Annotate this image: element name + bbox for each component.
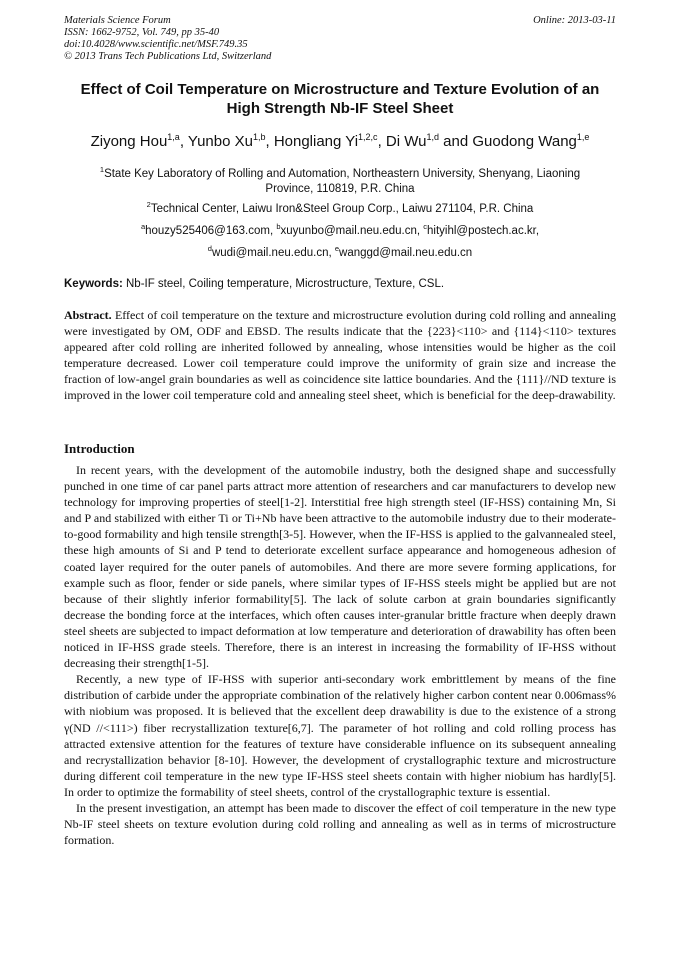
author-separator: , (179, 133, 188, 150)
email-address[interactable]: wanggd@mail.neu.edu.cn (339, 246, 473, 259)
keywords (64, 277, 616, 292)
affiliation-mark: 2 (146, 200, 151, 209)
paper-title: Effect of Coil Temperature on Microstructure and Texture Evolution of an High Strength Nb-IF Steel Sheet (80, 81, 600, 117)
email-address[interactable]: wudi@mail.neu.edu.cn (211, 246, 329, 259)
introduction-paragraph: In the present investigation, an attempt has been made to discover the effect of coil temperature in the new type Nb-IF steel sheets on texture evolution during cold rolling and annealing as well as in terms of microstructure formation. (64, 800, 616, 848)
email-separator: , (269, 224, 277, 237)
author-list (64, 127, 616, 152)
author-name: Yunbo Xu (187, 133, 253, 150)
email-address[interactable]: houzy525406@163.com (145, 224, 270, 237)
author-name: Hongliang Yi (273, 133, 359, 150)
doi-line: doi:10.4028/www.scientific.net/MSF.749.35 (64, 39, 248, 50)
journal-header (64, 15, 616, 63)
author-affiliation-mark: 1,a (167, 132, 180, 142)
email-mark: b (276, 222, 281, 231)
abstract-text: Effect of coil temperature on the texture and microstructure evolution during cold rolling and annealing were investigated by OM, ODF and EBSD. The results indicate that the {223}<110> and {114}<110> textures appeared after cold rolling are inherited followed by annealing, whose intensities would be higher as the coil temperature decreased. Lower coil temperature could improve the uniformity of grain size and increase the fraction of low-angel grain boundaries as well as coincidence site lattice boundaries. And the {111}//ND texture is improved in the lower coil temperature cold and annealing steel sheet, which is beneficial for the deep-drawability. (64, 308, 616, 403)
email-separator: , (328, 246, 335, 259)
introduction-paragraph: Recently, a new type of IF-HSS with superior anti-secondary work embrittlement by means of the fine distribution of carbide under the appropriate combination of the relatively higher carbon content near 0.006mass% with niobium was proposed. It is believed that the excellent deep drawability is due to the existence of a strong γ(ND //<111>) fiber recrystallization texture[6,7]. The parameter of hot rolling and cold rolling process has attracted extensive attention for the features of texture have considerable influence on its subsequent annealing and recrystallization behavior [8-10]. However, the development of crystallographic texture and microstructure during different coil temperature in the new type IF-HSS steel sheets contain with higher niobium has hardly[5]. In order to optimize the formability of steel sheets, control of the crystallographic texture is essential. (64, 672, 616, 799)
affiliation-text: Technical Center, Laiwu Iron&Steel Group Corp., Laiwu 271104, P.R. China (150, 202, 534, 215)
author-separator: , (265, 133, 274, 150)
author-name: Guodong Wang (472, 133, 577, 150)
keywords-text: Nb-IF steel, Coiling temperature, Microstructure, Texture, CSL. (122, 278, 445, 290)
issn-line: ISSN: 1662-9752, Vol. 749, pp 35-40 (64, 27, 220, 38)
copyright-line: © 2013 Trans Tech Publications Ltd, Switzerland (64, 51, 272, 62)
introduction-paragraph: In recent years, with the development of the automobile industry, both the designed shape and successfully punched in one time of car panel parts attract more attention of researchers and car manufacturers to develop new technology for improving properties of steel[1-2]. Interstitial free high strength steel (IF-HSS) containing Mn, Si and P and stabilized with either Ti or Ti+Nb have been attractive to the automobile industry due to their moderate-to-good formability and high tensile strength[3-5]. However, when the IF-HSS is applied to the galvannealed steel, these high amounts of Si and P tend to deteriorate excellent surface appearance and homogeneous adhesion of coated layer required for the outer panels of automobiles. And there are more severe forming applications, for example such as floor, fender or side panels, where similar types of IF-HSS steels might be applied but are not because of their slightly inferior formability[5]. The lack of solute carbon at grain boundaries significantly decrease the bonding force at the interfaces, which often causes inter-granular brittle fracture when deeply drawn steel sheets are subjected to impact deformation at low temperature and deterioration of drawability has often been noticed in IF-HSS grade steels. Therefore, there is an interest in increasing the formability of IF-HSS without decreasing their strength[1-5]. (64, 463, 616, 671)
email-mark: e (334, 244, 340, 253)
email-mark: a (140, 222, 146, 231)
email-line-1 (64, 219, 616, 239)
author-separator: , (377, 133, 386, 150)
affiliation-text: State Key Laboratory of Rolling and Automation, Northeastern University, Shenyang, Liaoning Province, 110819, P.R. China (104, 167, 581, 195)
abstract-label: Abstract. (64, 308, 112, 322)
affiliation-1 (64, 162, 616, 197)
author-affiliation-mark: 1,e (576, 132, 590, 142)
affiliation-mark: 1 (99, 165, 105, 174)
author-affiliation-mark: 1,d (426, 132, 439, 142)
email-separator: , (535, 224, 540, 237)
author-name: Di Wu (385, 133, 427, 150)
email-mark: d (207, 244, 212, 253)
email-address[interactable]: xuyunbo@mail.neu.edu.cn (280, 224, 417, 237)
author-name: Ziyong Hou (90, 133, 168, 150)
keywords-label: Keywords: (64, 278, 123, 290)
affiliation-2 (64, 197, 616, 217)
abstract (64, 307, 616, 404)
email-mark: c (423, 222, 427, 231)
online-date: Online: 2013-03-11 (533, 15, 616, 26)
author-separator: and (438, 133, 473, 150)
introduction-heading: Introduction (64, 441, 135, 456)
journal-name: Materials Science Forum (64, 15, 171, 26)
email-line-2 (64, 241, 616, 261)
email-separator: , (416, 224, 424, 237)
email-address[interactable]: hityihl@postech.ac.kr (427, 224, 536, 237)
introduction-body (64, 462, 616, 848)
author-affiliation-mark: 1,b (252, 132, 266, 142)
author-affiliation-mark: 1,2,c (358, 132, 378, 142)
